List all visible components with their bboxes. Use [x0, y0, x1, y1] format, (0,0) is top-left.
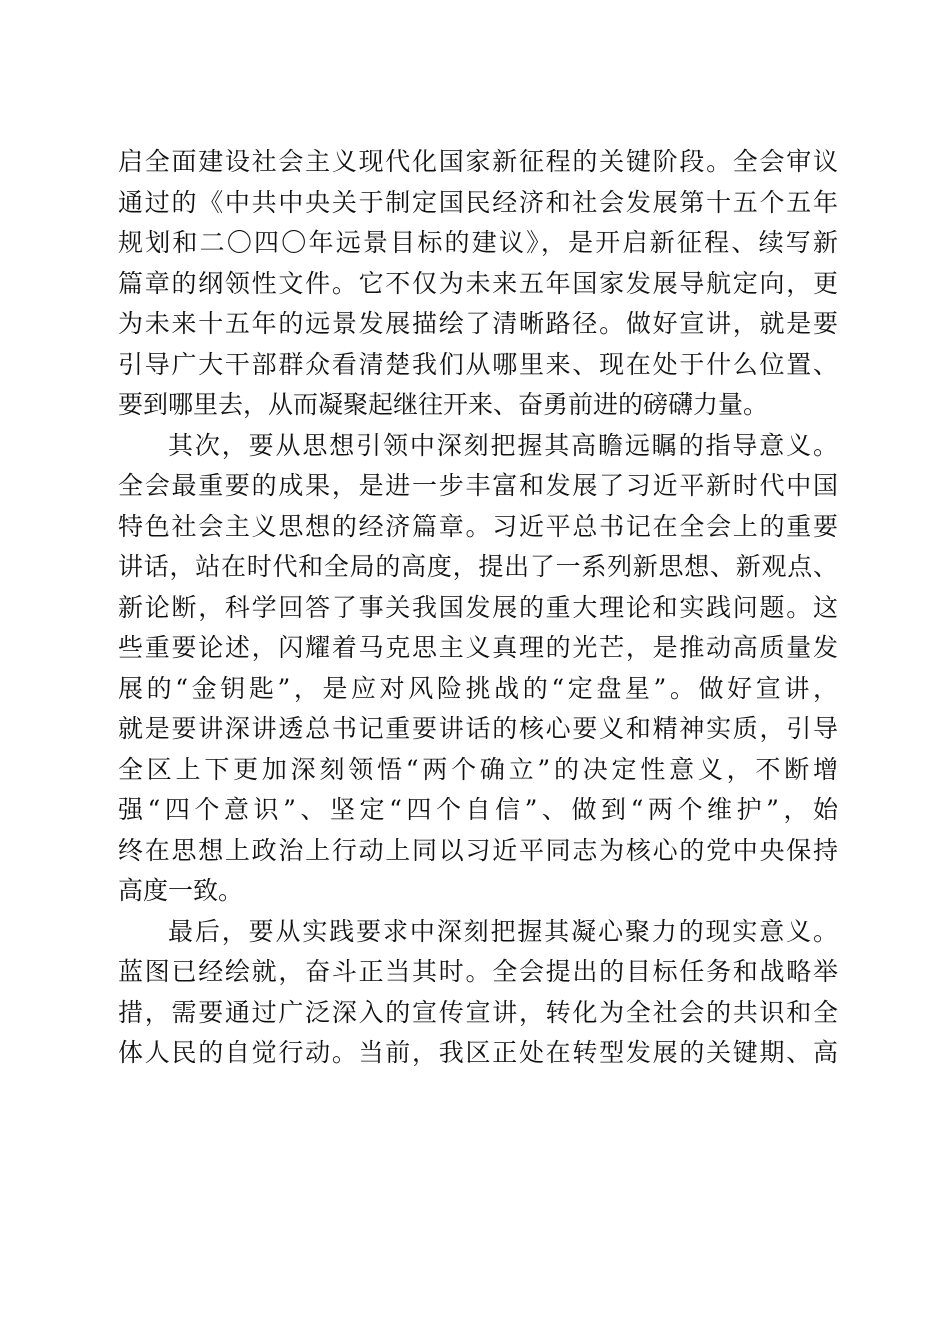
text-line: 就是要讲深讲透总书记重要讲话的核心要义和精神实质，引导 — [118, 714, 838, 743]
text-line: 启全面建设社会主义现代化国家新征程的关键阶段。全会审议 — [118, 147, 838, 176]
paragraph-3 — [118, 912, 838, 1074]
paragraph-2 — [118, 426, 838, 912]
text-line: 全区上下更加深刻领悟“两个确立”的决定性意义，不断增 — [118, 754, 838, 784]
text-line: 终在思想上政治上行动上同以习近平同志为核心的党中央保持 — [118, 835, 838, 865]
text-line: 蓝图已经绘就，奋斗正当其时。全会提出的目标任务和战略举 — [118, 957, 838, 986]
text-line: 全会最重要的成果，是进一步丰富和发展了习近平新时代中国 — [118, 471, 838, 500]
text-line: 其次，要从思想引领中深刻把握其高瞻远瞩的指导意义。 — [168, 430, 838, 460]
text-line: 最后，要从实践要求中深刻把握其凝心聚力的现实意义。 — [168, 916, 838, 946]
text-line: 引导广大干部群众看清楚我们从哪里来、现在处于什么位置、 — [118, 349, 838, 379]
text-line: 通过的《中共中央关于制定国民经济和社会发展第十五个五年 — [118, 187, 838, 217]
document-body — [118, 142, 838, 1074]
paragraph-1 — [118, 142, 838, 426]
text-line: 展的“金钥匙”，是应对风险挑战的“定盘星”。做好宣讲， — [118, 673, 838, 703]
text-line: 措，需要通过广泛深入的宣传宣讲，转化为全社会的共识和全 — [118, 997, 838, 1027]
text-line: 些重要论述，闪耀着马克思主义真理的光芒，是推动高质量发 — [118, 633, 838, 662]
text-line: 为未来十五年的远景发展描绘了清晰路径。做好宣讲，就是要 — [118, 309, 838, 338]
text-line: 新论断，科学回答了事关我国发展的重大理论和实践问题。这 — [118, 592, 838, 622]
text-line: 高度一致。 — [118, 876, 244, 905]
text-line: 特色社会主义思想的经济篇章。习近平总书记在全会上的重要 — [118, 511, 838, 541]
text-line: 篇章的纲领性文件。它不仅为未来五年国家发展导航定向，更 — [118, 268, 838, 298]
text-line: 强“四个意识”、坚定“四个自信”、做到“两个维护”，始 — [118, 795, 838, 824]
text-line: 讲话，站在时代和全局的高度，提出了一系列新思想、新观点、 — [118, 552, 838, 581]
text-line: 体人民的自觉行动。当前，我区正处在转型发展的关键期、高 — [118, 1038, 838, 1067]
text-line: 规划和二〇四〇年远景目标的建议》，是开启新征程、续写新 — [118, 228, 838, 257]
text-line: 要到哪里去，从而凝聚起继往开来、奋勇前进的磅礴力量。 — [118, 390, 769, 419]
